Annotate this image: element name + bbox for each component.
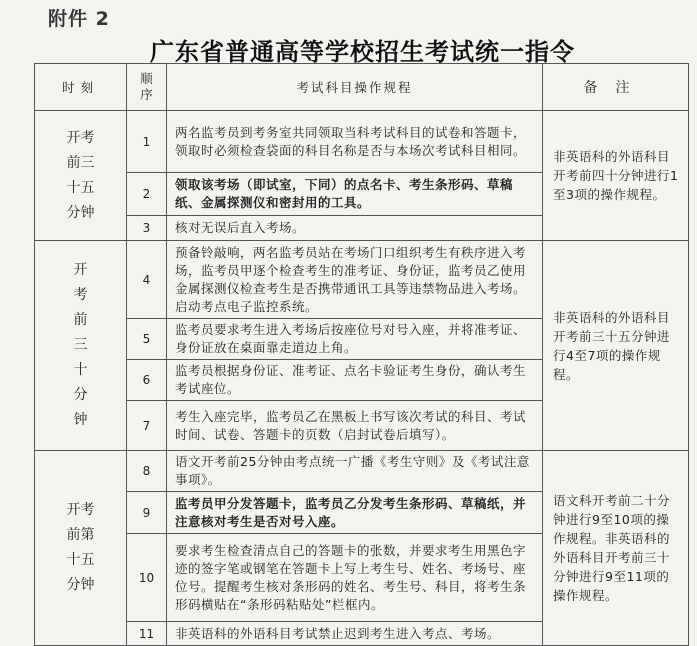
seq-number: 4 [127,241,167,319]
time-line: 前 [73,312,88,328]
procedure-text: 监考员甲分发答题卡，监考员乙分发考生条形码、草稿纸，并注意核对考生是否对号入座。 [167,492,543,534]
table-row [35,241,689,319]
procedure-text: 非英语科的外语科目考试禁止迟到考生进入考点、考场。 [167,622,543,646]
header-note: 备注 [543,64,689,111]
table-row [35,451,689,492]
seq-number: 3 [127,216,167,241]
seq-number: 11 [127,622,167,646]
procedure-text: 语文开考前25分钟由考点统一广播《考生守则》及《考试注意事项》。 [167,451,543,492]
time-line: 十五 [66,179,95,196]
time-line: 分钟 [66,577,95,593]
time-line: 十五 [66,552,95,568]
seq-number: 8 [127,451,167,492]
time-line: 开 [73,262,88,278]
procedure-text: 监考员根据身份证、准考证、点名卡验证考生身份，确认考生考试座位。 [167,360,543,401]
procedure-text: 两名监考员到考务室共同领取当科考试科目的试卷和答题卡，领取时必须检查袋面的科目名称是否与本场次考试科目相同。 [167,111,543,173]
time-line: 钟 [73,412,88,428]
seq-number: 6 [127,360,167,401]
procedure-text: 核对无误后直入考场。 [167,216,543,241]
time-line: 前第 [66,527,95,543]
time-line: 三 [73,337,88,353]
header-rule: 考试科目操作规程 [167,64,543,111]
procedure-text: 监考员要求考生进入考场后按座位号对号入座，并将准考证、身份证放在桌面靠走道边上角。 [167,319,543,360]
time-line: 分 [73,387,88,403]
time-line: 开考 [66,502,95,518]
seq-number: 1 [127,111,167,173]
procedure-text: 要求考生检查清点自己的答题卡的张数，并要求考生用黑色字迹的签字笔或钢笔在答题卡上写上考生号、姓名、考场号、座位号。提醒考生核对条形码的姓名、考生号、科目，将考生条形码横贴在“条形码粘贴处”栏框内。 [167,534,543,622]
note-cell-section-3: 语文科开考前二十分钟进行9至10项的操作规程。非英语科的外语科目开考前三十分钟进行9至11项的操作规程。 [543,451,689,646]
procedure-text: 考生入座完毕，监考员乙在黑板上书写该次考试的科目、考试时间、试卷、答题卡的页数（启封试卷后填写）。 [167,401,543,451]
time-line: 开考 [66,129,95,146]
header-time: 时刻 [35,64,127,111]
header-row [35,64,689,111]
time-cell-section-2 [35,241,127,451]
attachment-label: 附件 2 [48,8,110,30]
seq-number: 2 [127,173,167,216]
procedure-text: 领取该考场（即试室，下同）的点名卡、考生条形码、草稿纸、金属探测仪和密封用的工具。 [167,173,543,216]
table-row [35,111,689,173]
seq-number: 5 [127,319,167,360]
time-cell-section-3 [35,451,127,646]
header-seq-char-2: 序 [140,87,153,102]
note-cell-section-2: 非英语科的外语科目开考前三十五分钟进行4至7项的操作规程。 [543,241,689,451]
document-title: 广东省普通高等学校招生考试统一指令 [150,38,575,66]
procedure-table [34,63,689,646]
time-line: 分钟 [66,204,95,221]
note-cell-section-1: 非英语科的外语科目开考前四十分钟进行1至3项的操作规程。 [543,111,689,241]
seq-number: 9 [127,492,167,534]
time-line: 前三 [66,154,95,171]
header-seq-char-1: 顺 [140,71,153,86]
time-cell-section-1 [35,111,127,241]
time-line: 十 [73,362,88,378]
header-seq [127,64,167,111]
seq-number: 7 [127,401,167,451]
procedure-text: 预备铃敲响，两名监考员站在考场门口组织考生有秩序进入考场，监考员甲逐个检查考生的准考证、身份证，监考员乙使用金属探测仪检查考生是否携带通讯工具等违禁物品进入考场。启动考点电子监控系统。 [167,241,543,319]
time-line: 考 [73,287,88,303]
seq-number: 10 [127,534,167,622]
